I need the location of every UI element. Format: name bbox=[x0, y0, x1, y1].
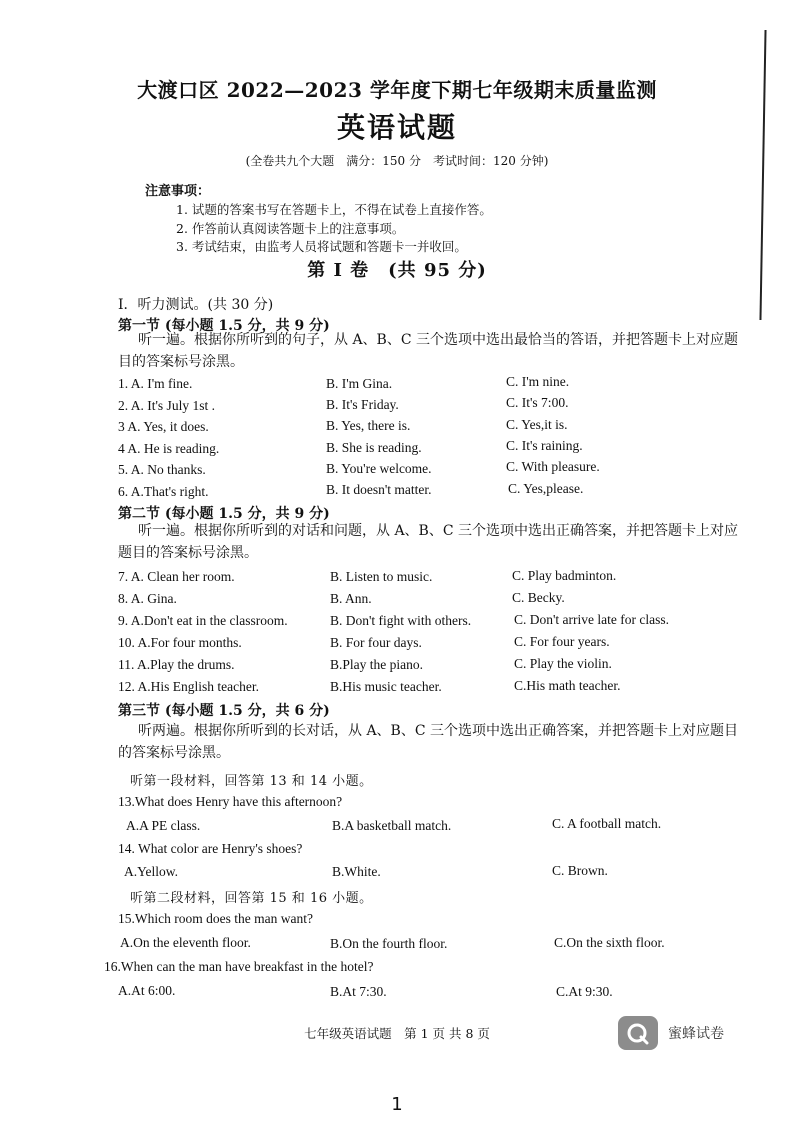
option-a: 4 A. He is reading. bbox=[118, 441, 220, 456]
question-stem: 15.Which room does the man want? bbox=[118, 911, 313, 926]
question-stem: 16.When can the man have breakfast in the hotel? bbox=[104, 959, 374, 974]
option-a: 10. A.For four months. bbox=[118, 635, 242, 650]
option-c: C. It's raining. bbox=[506, 438, 583, 453]
exam-info: (全卷共九个大题 满分：150 分 考试时间：120 分钟) bbox=[245, 154, 549, 168]
option-b: B. It doesn't matter. bbox=[326, 482, 432, 497]
option-c: C. With pleasure. bbox=[506, 459, 600, 474]
part-title: 第 I 卷 (共 95 分) bbox=[307, 260, 487, 281]
option-a: A.On the eleventh floor. bbox=[120, 935, 251, 950]
option-c: C.At 9:30. bbox=[556, 984, 613, 999]
option-a: 8. A. Gina. bbox=[118, 591, 177, 606]
material-2-note: 听第二段材料，回答第 15 和 16 小题。 bbox=[130, 891, 373, 906]
option-c: C.On the sixth floor. bbox=[554, 935, 665, 950]
page-number: 1 bbox=[391, 1094, 403, 1115]
option-a: 7. A. Clean her room. bbox=[118, 569, 235, 584]
option-a: 3 A. Yes, it does. bbox=[118, 419, 209, 434]
option-c: C. Becky. bbox=[512, 590, 565, 605]
listening-heading: I．听力测试。(共 30 分) bbox=[118, 297, 274, 313]
option-c: C. Don't arrive late for class. bbox=[514, 612, 670, 627]
option-b: B. For four days. bbox=[330, 635, 422, 650]
option-a: A.At 6:00. bbox=[118, 983, 176, 998]
option-b: B.At 7:30. bbox=[330, 984, 387, 999]
option-c: C. Yes,please. bbox=[508, 481, 584, 496]
section-1-title: 第一节 (每小题 1.5 分，共 9 分) bbox=[118, 318, 330, 334]
option-b: B. Yes, there is. bbox=[326, 418, 411, 433]
notice-item: 3. 考试结束，由监考人员将试题和答题卡一并收回。 bbox=[176, 239, 467, 254]
question-stem: 13.What does Henry have this afternoon? bbox=[118, 794, 343, 809]
section-1-instruction: 听一遍。根据你所听到的句子，从 A、B、C 三个选项中选出最恰当的答语，并把答题卡上对应题目的答案标号涂黑。 bbox=[118, 332, 739, 370]
option-b: B.His music teacher. bbox=[330, 679, 442, 694]
option-a: 11. A.Play the drums. bbox=[118, 657, 235, 672]
exam-subject-title: 英语试题 bbox=[336, 111, 457, 144]
option-a: 6. A.That's right. bbox=[118, 484, 209, 499]
option-b: B.White. bbox=[332, 864, 381, 879]
option-c: C. It's 7:00. bbox=[506, 395, 569, 410]
option-c: C. For four years. bbox=[514, 634, 610, 649]
exam-title: 大渡口区 2022—2023 学年度下期七年级期末质量监测 bbox=[137, 78, 657, 102]
option-b: B. Don't fight with others. bbox=[330, 613, 472, 628]
option-b: B. It's Friday. bbox=[326, 397, 399, 412]
option-b: B.A basketball match. bbox=[332, 818, 452, 833]
option-c: C. I'm nine. bbox=[506, 374, 570, 389]
option-c: C. Yes,it is. bbox=[506, 417, 568, 432]
option-b: B.On the fourth floor. bbox=[330, 936, 448, 951]
page-footer: 七年级英语试题 第 1 页 共 8 页 bbox=[304, 1026, 490, 1041]
option-b: B. Ann. bbox=[330, 591, 372, 606]
option-a: A.A PE class. bbox=[126, 818, 201, 833]
section-2-instruction: 听一遍。根据你所听到的对话和问题，从 A、B、C 三个选项中选出正确答案，并把答题卡上对应题目的答案标号涂黑。 bbox=[118, 523, 739, 561]
option-a: A.Yellow. bbox=[124, 864, 179, 879]
option-c: C.His math teacher. bbox=[514, 678, 621, 693]
section-3-instruction: 听两遍。根据你所听到的长对话，从 A、B、C 三个选项中选出正确答案，并把答题卡上对应题目的答案标号涂黑。 bbox=[118, 723, 739, 761]
section-2-title: 第二节 (每小题 1.5 分，共 9 分) bbox=[118, 506, 330, 522]
material-1-note: 听第一段材料，回答第 13 和 14 小题。 bbox=[130, 774, 373, 789]
option-b: B. You're welcome. bbox=[326, 461, 432, 476]
option-b: B.Play the piano. bbox=[330, 657, 423, 672]
option-a: 5. A. No thanks. bbox=[118, 462, 206, 477]
section-3-title: 第三节 (每小题 1.5 分，共 6 分) bbox=[118, 703, 330, 719]
option-c: C. Play the violin. bbox=[514, 656, 612, 671]
notice-item: 2. 作答前认真阅读答题卡上的注意事项。 bbox=[176, 221, 405, 236]
option-b: B. She is reading. bbox=[326, 440, 422, 455]
option-c: C. Brown. bbox=[552, 863, 608, 878]
option-a: 2. A. It's July 1st . bbox=[118, 398, 215, 413]
question-stem: 14. What color are Henry's shoes? bbox=[118, 841, 303, 856]
option-a: 1. A. I'm fine. bbox=[118, 376, 193, 391]
brand-logo-icon bbox=[618, 1016, 658, 1050]
option-b: B. Listen to music. bbox=[330, 569, 433, 584]
notice-item: 1. 试题的答案书写在答题卡上，不得在试卷上直接作答。 bbox=[176, 202, 492, 217]
brand-name: 蜜蜂试卷 bbox=[668, 1026, 724, 1042]
option-b: B. I'm Gina. bbox=[326, 376, 393, 391]
option-c: C. Play badminton. bbox=[512, 568, 617, 583]
option-c: C. A football match. bbox=[552, 816, 662, 831]
option-a: 9. A.Don't eat in the classroom. bbox=[118, 613, 288, 628]
option-a: 12. A.His English teacher. bbox=[118, 679, 259, 694]
notice-heading: 注意事项： bbox=[145, 184, 211, 199]
